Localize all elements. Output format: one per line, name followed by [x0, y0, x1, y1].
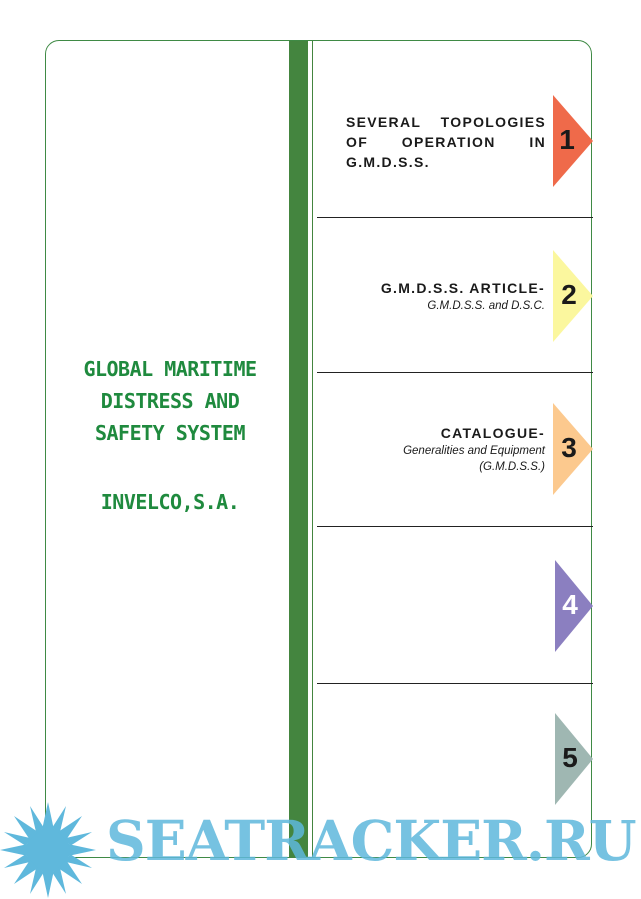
spine-line [312, 41, 313, 858]
cover-title-line-2: DISTRESS AND [100, 389, 240, 413]
cover-title-line-1: GLOBAL MARITIME [83, 357, 257, 381]
tab-divider-4 [317, 683, 593, 684]
spine-bar [289, 41, 308, 858]
cover-title [50, 353, 290, 449]
tab-4-number: 4 [562, 589, 578, 620]
tab-divider-1 [317, 217, 593, 218]
tab-2-text [381, 278, 545, 314]
tab-2-subtitle: G.M.D.S.S. and D.S.C. [427, 300, 545, 312]
cover-title-line-3: SAFETY SYSTEM [94, 421, 246, 445]
tab-3-number: 3 [561, 432, 577, 463]
tab-3-text [365, 423, 545, 475]
company-name: INVELCO,S.A. [100, 490, 240, 514]
tab-1-heading: SEVERAL TOPOLOGIES OF OPERATION IN G.M.D.S.S. [346, 114, 546, 170]
watermark-text: SEATRACKER.RU [106, 808, 636, 873]
tab-1-number: 1 [559, 124, 575, 155]
tab-1-text [346, 112, 546, 172]
sun-logo-icon [0, 800, 100, 899]
tab-divider-3 [317, 526, 593, 527]
tab-3-subtitle: Generalities and Equipment (G.M.D.S.S.) [403, 445, 545, 473]
tab-5-number: 5 [562, 742, 578, 773]
tab-divider-2 [317, 372, 593, 373]
tab-3-heading: CATALOGUE- [440, 425, 545, 441]
tab-2-heading: G.M.D.S.S. ARTICLE- [380, 280, 545, 296]
tab-2-number: 2 [561, 279, 577, 310]
